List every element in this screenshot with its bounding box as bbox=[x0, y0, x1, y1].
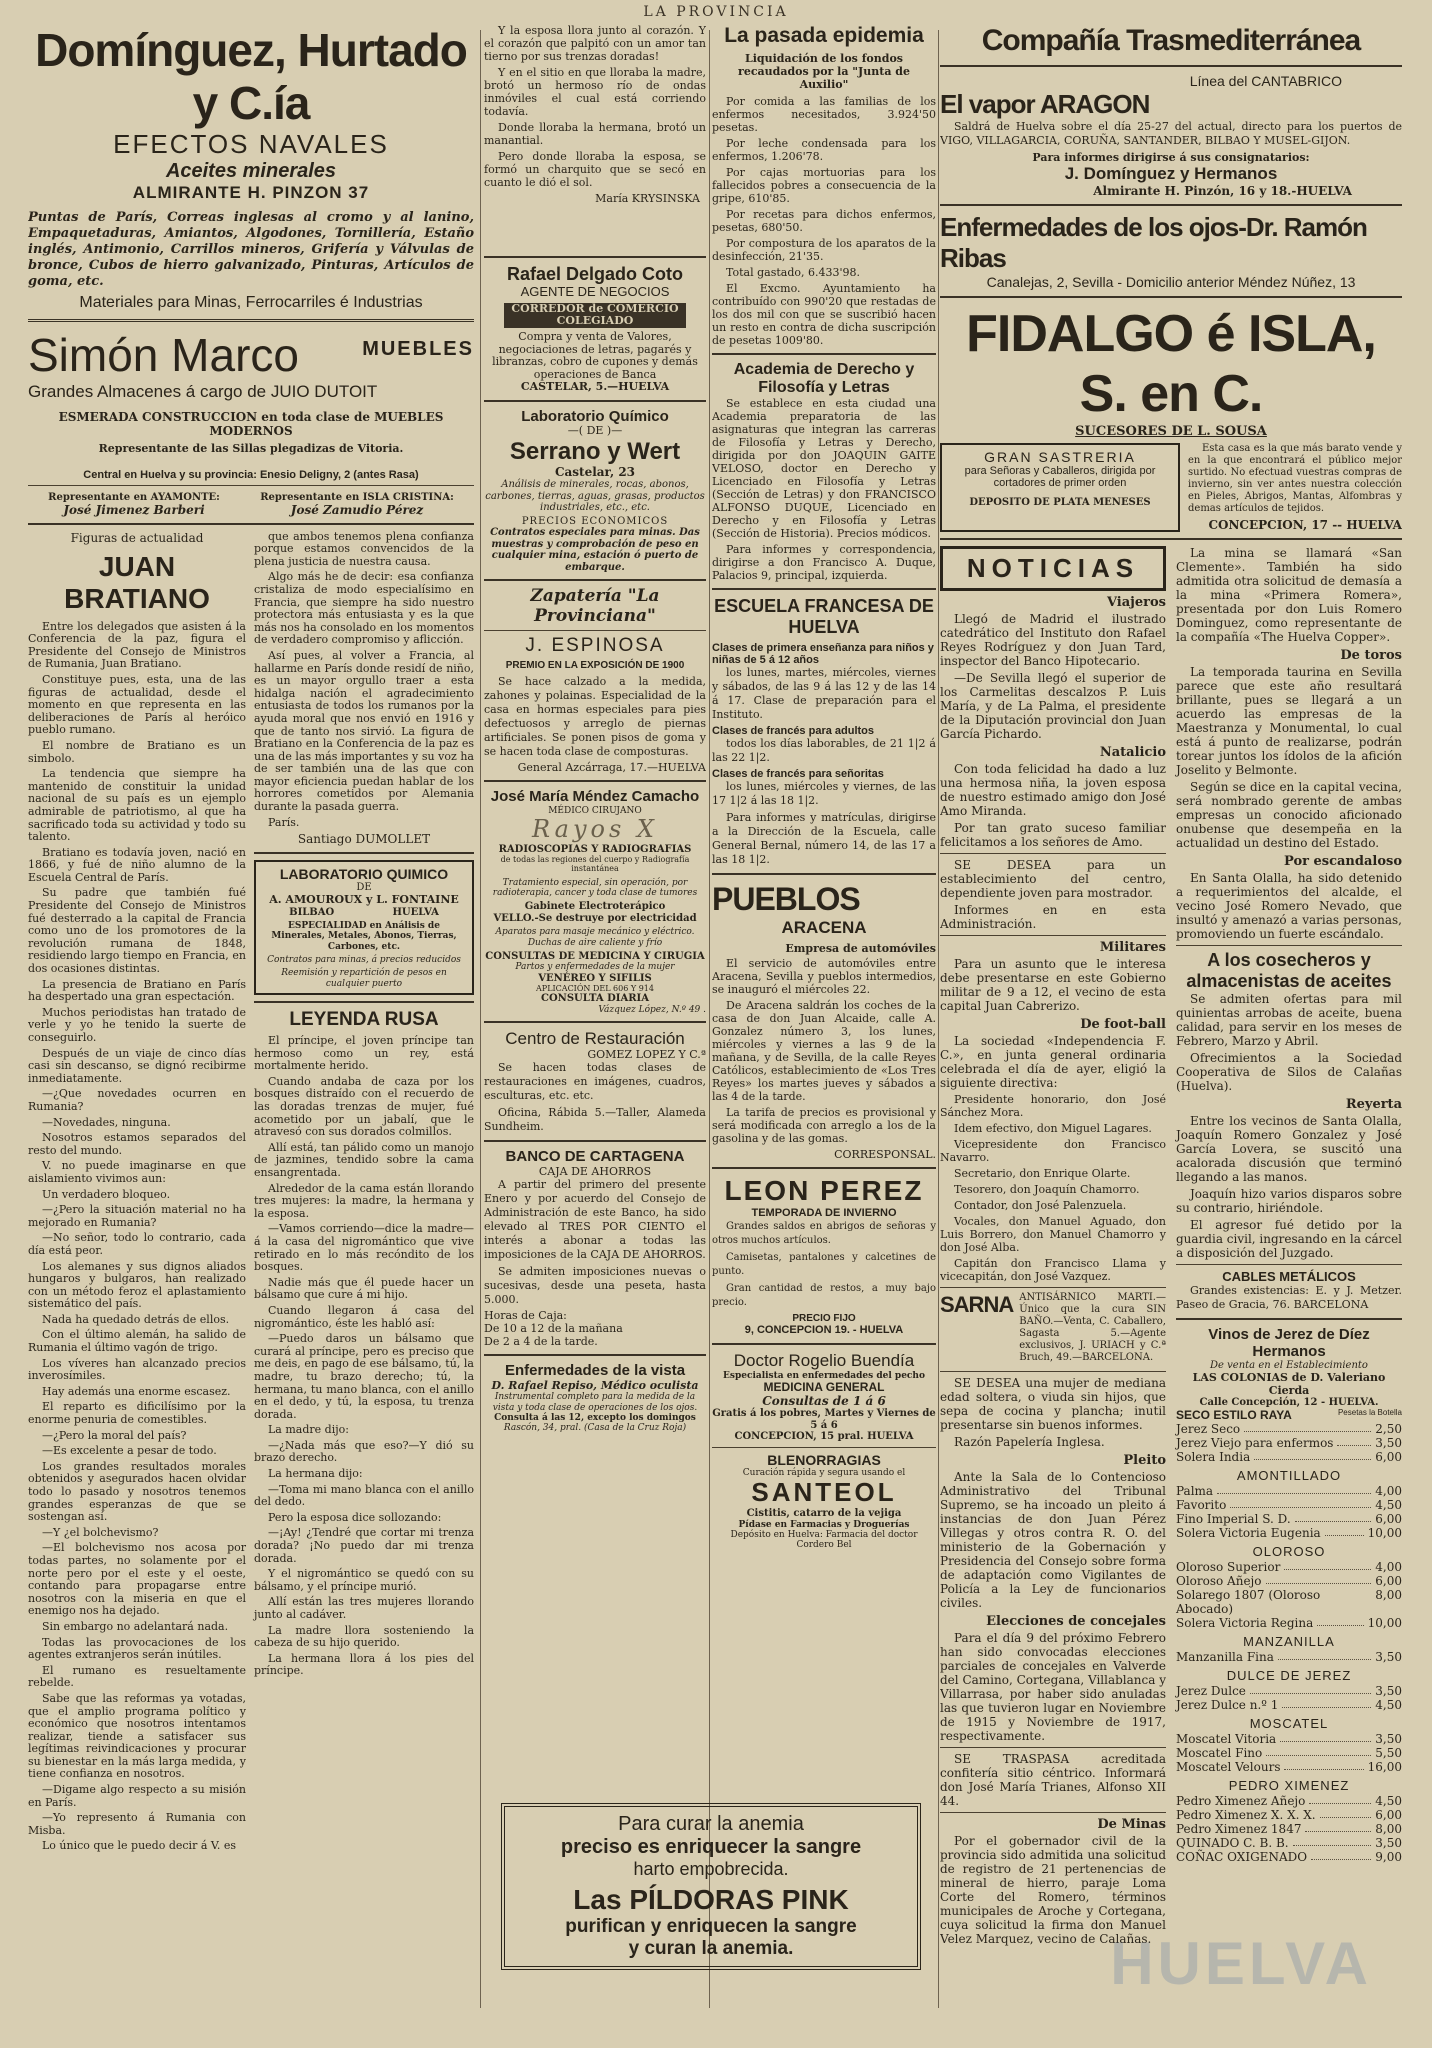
column-middle bbox=[712, 24, 936, 2018]
ad-leon-perez: LEON PEREZ TEMPORADA DE INVIERNO Grandes saldos en abrigos de señoras y otros muchos artículos. Camisetas, pantalones y calcetines de punto. Gran cantidad de restos, a muy bajo precio. PRECIO FIJO 9, CONCEPCION 19. - HUELVA bbox=[712, 1175, 936, 1337]
wine-price: 3,50 bbox=[1375, 1649, 1402, 1664]
wine-name: Moscatel Velours bbox=[1176, 1759, 1281, 1774]
article-paragraph: Total gastado, 6.433'98. bbox=[726, 266, 860, 279]
wine-price: 4,50 bbox=[1375, 1497, 1402, 1512]
article-body bbox=[254, 1035, 474, 1678]
price-row bbox=[1176, 1484, 1402, 1498]
price-row bbox=[1176, 1836, 1402, 1850]
article-paragraph: Algo más he de decir: esa confianza cristaliza de modo especialísimo en Francia, que siempre ha sido nuestro protectora más entusiasta y es la que más nos ha consolado en los momentos de verdadero compromiso y aflicción. bbox=[254, 570, 474, 647]
article-paragraph: Sabe que las reformas ya votadas, que el amplio programa político y económico que nosotros intentamos realizar, tiende a satisfacer sus legítimas reivindicaciones y procurar su bienestar en la más larga medida, y tiene confianza en nosotros. bbox=[28, 1691, 246, 1781]
article-paragraph: Entre los delegados que asisten á la Conferencia de la paz, figura el Presidente del Consejo de Ministros de Rumania, Juan Bratiano. bbox=[28, 619, 246, 671]
price-row bbox=[1176, 1850, 1402, 1864]
column-ads bbox=[484, 250, 706, 2018]
ad-escuela-francesa: ESCUELA FRANCESA DE HUELVA Clases de primera enseñanza para niños y niñas de 5 á 12 años los lunes, martes, miércoles, viernes y sábados, de las 9 á las 12 y de las 14 á 17. Clase de preparación para el Instituto. Clases de francés para adultos todos los días laborables, de 21 1|2 á las 22 1|2. Clases de francés para señoritas los lunes, miércoles y viernes, de las 17 1|2 á las 18 1|2. Para informes y matrículas, dirigirse a la Dirección de la Escuela, calle General Bernal, número 14, de las 17 a las 18 1|2. bbox=[712, 596, 936, 866]
price-row bbox=[1176, 1422, 1402, 1436]
article-paragraph: El nombre de Bratiano es un simbolo. bbox=[28, 738, 246, 765]
column-right bbox=[940, 24, 1402, 2018]
price-row bbox=[1176, 1560, 1402, 1574]
article-paragraph: El reparto es dificilísimo por la enorme penuria de comestibles. bbox=[28, 1400, 246, 1427]
wine-price: 8,00 bbox=[1375, 1821, 1402, 1836]
wine-name: Solera India bbox=[1176, 1449, 1251, 1464]
board-member: Vicepresidente don Francisco Navarro. bbox=[940, 1137, 1166, 1164]
wine-name: Pedro Ximenez 1847 bbox=[1176, 1821, 1302, 1836]
section-noticias: NOTICIAS Viajeros Llegó de Madrid el ilustrado catedrático del Instituto don Rafael Reyes Rodríguez y don Juan Tard, inspector del Banco Hipotecario. —De Sevilla llegó el superior de los Carmelitas descalzos P. Luis María, y de La Palma, el presidente de la Diputación provincial don Juan García Pichardo. Natalicio Con toda felicidad ha dado a luz una hermosa niña, la joven esposa de nuestro estimado amigo don José Amo Miranda. Por tan grato suceso familiar felicitamos a los señores de Amo. SE DESEA para un establecimiento del centro, dependiente joven para mostrador. Informes en en esta Administración. Militares Para un asunto que le interesa debe presentarse en este Gobierno militar de 9 a 12, el vecino de esta capital Juan Cabrerizo. De foot-ball La sociedad «Independencia F. C.», en junta general ordinaria celebrada el día de ayer, eligió la siguiente directiva: Presidente honorario, don José Sánchez Mora. Idem efectivo, don Miguel Lagares. Vicepresidente don Francisco Navarro. Secretario, don Enrique Olarte. Tesorero, don Joaquín Chamorro. Contador, don José Palenzuela. Vocales, don Manuel Aguado, don Luis Borrero, don Manuel Chamorro y don José Alba. Capitán don Francisco Llama y vicecapitán, don José Vazquez. SARNA ANTISÁRNICO MARTI.—Único que la cura SIN BAÑO.—Venta, C. Caballero, Sagasta 5.—Agente exclusivos, J. URIACH y C.ª Bruch, 49.—BARCELONA. SE DESEA una mujer de mediana edad soltera, o viuda sin hijos, que sepa de cocina y plancha; inutil presentarse sin buenos informes. Razón Papelería Inglesa. Pleito Ante la Sala de lo Contencioso Administrativo del Tribunal Supremo, se ha incoado un pleito á instancias de don Juan Pérez Villegas y otros contra R. O. del ministerio de la Gobernación y Presidencia del Consejo sobre forma de adaptación como Vigilantes de Policía a la Ley de funcionarios civiles. Elecciones de concejales Para el día 9 del próximo Febrero han sido convocadas elecciones parciales de concejales en Valverde del Camino, Cortegana, Villablanca y Villarrasa, por haber sido anuladas las que tuvieron lugar en Noviembre de 1915 y Noviembre de 1917, respectivamente. SE TRASPASA acreditada confitería sitio céntrico. Informará don José María Trianes, Alfonso XII 44. De Minas Por el gobernador civil de la provincia sido admitida una solicitud de registro de 21 pertenencias de mineral de hierro, paraje Loma Corte del Romero, términos municipales de Aroche y Cortegana, cuya solicitud la firma don Manuel Velez Marquez, vecino de Calañas. bbox=[940, 546, 1166, 1949]
board-member: Tesorero, don Joaquín Chamorro. bbox=[954, 1182, 1140, 1196]
board-member: Vocales, don Manuel Aguado, don Luis Borrero, don Manuel Chamorro y don José Alba. bbox=[940, 1214, 1166, 1254]
wine-price: 3,50 bbox=[1375, 1835, 1402, 1850]
poem-line: Y la esposa llora junto al corazón. Y el corazón que palpitó con un amor tan tierno por sus trenzas doradas! bbox=[484, 24, 706, 63]
ad-santeol: BLENORRAGIAS Curación rápida y segura usando el SANTEOL Cistitis, catarro de la vejiga Pídase en Farmacias y Droguerías Depósito en Huelva: Farmacia del doctor Cordero Bel bbox=[730, 1451, 918, 1551]
article-title: LEYENDA RUSA bbox=[289, 1009, 439, 1031]
wine-price: 9,00 bbox=[1375, 1849, 1402, 1864]
wine-price: 5,50 bbox=[1375, 1745, 1402, 1760]
article-paragraph: Constituye pues, esta, una de las figuras de actualidad, desde el momento en que representa en las deliberaciones de París al heróico pueblo rumano. bbox=[28, 672, 246, 737]
wine-price: 6,00 bbox=[1375, 1573, 1402, 1588]
article-paragraph: —¿Pero la situación material no ha mejorado en Rumania? bbox=[28, 1203, 246, 1229]
article-paragraph: Así pues, al volver a Francia, al hallarme en París donde residí de niño, es un mayor orgullo traer a esta hidalga nación el agradecimiento entusiasta de todos los rumanos por la ayuda moral que nos envió en 1916 y que de tanto nos sirvió. La figura de Bratiano en la Conferencia de la paz es una de las más importantes y su voz ha de ser también una de las que con mayor eficiencia puedan hablar de los horrores cometidos por Alemania durante la pasada guerra. bbox=[254, 648, 474, 814]
price-row bbox=[1176, 1436, 1402, 1450]
article-body bbox=[28, 621, 246, 1853]
article-paragraph: —Es excelente a pesar de todo. bbox=[42, 1444, 217, 1458]
article-paragraph: Todas las provocaciones de los agentes extranjeros serán inútiles. bbox=[28, 1635, 246, 1662]
price-row bbox=[1176, 1650, 1402, 1664]
article-paragraph: Los víveres han alcanzado precios inverosímiles. bbox=[28, 1356, 246, 1383]
wine-name: Pedro Ximenez X. X. X. bbox=[1176, 1807, 1316, 1822]
article-paragraph: V. no puede imaginarse en que aislamiento vivimos aun: bbox=[28, 1159, 246, 1185]
price-row bbox=[1176, 1512, 1402, 1526]
ad-academia-derecho: Academia de Derecho y Filosofía y Letras Se establece en esta ciudad una Academia preparatoria de las asignaturas que integran las carreras de Filosofía y Letras y Derecho, dirigida por don JOAQUIN GAITE VELOSO, doctor en Derecho y Licenciado en Filosofía y Letras (Sección de Letras) y don FRANCISCO ALFONSO DUQUE, Licenciado en Derecho y en Filosofía y Letras (Sección de Historia). Precios módicos. Para informes y correspondencia, dirigirse a don Francisco A. Duque, Palacios 9, principal, izquierda. bbox=[712, 361, 936, 582]
article-paragraph: La tendencia que siempre ha mantenido de constituir la unidad nacional de su país es un ejemplo admirable de patriotismo, al que ha sacrificado toda su actividad y todo su talento. bbox=[28, 767, 246, 844]
wine-name: Moscatel Fino bbox=[1176, 1745, 1263, 1760]
wine-name: Fino Imperial S. D. bbox=[1176, 1511, 1291, 1526]
ad-vapor-aragon: El vapor ARAGON Saldrá de Huelva sobre el día 25-27 del actual, directo para los puertos de VIGO, VILLAGARCIA, CORUÑA, SANTANDER, BILBAO Y MUSEL-GIJON. Para informes dirigirse á sus consignatarios: J. Domínguez y Hermanos Almirante H. Pinzón, 16 y 18.-HUELVA bbox=[940, 88, 1402, 198]
ad-zapateria: Zapatería "La Provinciana" J. ESPINOSA PREMIO EN LA EXPOSICIÓN DE 1900 Se hace calzado a la medida, zahones y polainas. Especialidad de la casa en hormas especiales para pies defectuosos y arreglo de piernas artificiales. Se ponen pisos de goma y se hacen toda clase de composturas. General Azcárraga, 17.—HUELVA bbox=[484, 586, 706, 774]
wine-name: Jerez Seco bbox=[1176, 1421, 1241, 1436]
price-row bbox=[1176, 1732, 1402, 1746]
wine-name: Solera Victoria Regina bbox=[1176, 1615, 1314, 1630]
article-paragraph: Allí está, tan pálido como un manojo de jazmines, tendido sobre la cama ensangrentada. bbox=[254, 1140, 474, 1179]
article-paragraph: De Aracena saldrán los coches de la casa de don Juan Alcaide, calle A. Gonzalez número 3, los lunes, miércoles y viernes a las 9 de la mañana, y de Sevilla, de la calle Reyes Católicos, establecimiento de «Los Tres Reyes» los martes jueves y sábados a las 4 de la tarde. bbox=[712, 999, 936, 1103]
price-row bbox=[1176, 1526, 1402, 1540]
article-leyenda-rusa bbox=[254, 1009, 474, 1678]
article-paragraph: El servicio de automóviles entre Aracena, Sevilla y pueblos intermedios, se inauguró el miércoles 22. bbox=[712, 957, 936, 996]
ad-rogelio-buendia: Doctor Rogelio Buendía Especialista en enfermedades del pecho MEDICINA GENERAL Consultas de 1 á 6 Gratis á los pobres, Martes y Viernes de 5 á 6 CONCEPCION, 15 pral. HUELVA bbox=[712, 1350, 936, 1443]
wine-price: 4,00 bbox=[1375, 1559, 1402, 1574]
article-paragraph: La hermana llora á los pies del príncipe. bbox=[254, 1651, 474, 1678]
ad-title: Domínguez, Hurtado y C.ía bbox=[35, 24, 467, 129]
watermark: HUELVA bbox=[1110, 1930, 1372, 1997]
article-paragraph: La presencia de Bratiano en París ha despertado una gran espectación. bbox=[28, 977, 246, 1004]
wine-name: Oloroso Superior bbox=[1176, 1559, 1281, 1574]
wine-price: 16,00 bbox=[1367, 1759, 1402, 1774]
wine-price: 6,00 bbox=[1375, 1449, 1402, 1464]
board-member: Secretario, don Enrique Olarte. bbox=[954, 1166, 1131, 1180]
article-paragraph: Muchos periodistas han tratado de verle y yo he tenido la suerte de conseguirlo. bbox=[28, 1005, 246, 1045]
wine-price: 4,50 bbox=[1375, 1793, 1402, 1808]
wine-price: 4,50 bbox=[1375, 1697, 1402, 1712]
ad-banco-cartagena: BANCO DE CARTAGENA CAJA DE AHORROS A partir del primero del presente Enero y por acuerdo del Consejo de Administración de este Banco, ha sido elevado al TRES POR CIENTO el interés a abonar a todas las imposiciones de la CAJA DE AHORROS. Se admiten imposiciones nuevas o sucesivas, desde una peseta, hasta 5.000. Horas de Caja: De 10 a 12 de la mañana De 2 a 4 de la tarde. bbox=[484, 1148, 706, 1348]
price-row bbox=[1176, 1588, 1402, 1616]
article-paragraph: —Yo represento á Rumania con Misba. bbox=[28, 1811, 246, 1837]
article-paragraph: Bratiano es todavía joven, nació en 1866, y fué de niño alumno de la Escuela Central de París. bbox=[28, 845, 246, 884]
ad-vinos-diez-hermanos: Vinos de Jerez de Díez Hermanos De venta en el Establecimiento LAS COLONIAS de D. Valeriano Cierda Calle Concepción, 12 - HUELVA. SECO ESTILO RAYA Pesetas la Botella Jerez Seco 2,50 Jerez Viejo para enfermos 3,50 Solera India 6,00 AMONTILLADO Palma 4,00 Favorito 4,50 Fino Imperial S. D. 6,00 Solera Victoria Eugenia 10,00 OLOROSO Oloroso Superior 4,00 Oloroso Añejo 6,00 Solarego 1807 (Oloroso Abocado) 8,00 Solera Victoria Regina 10,00 MANZANILLA Manzanilla Fina 3,50 DULCE DE JEREZ Jerez Dulce 3,50 Jerez Dulce n.º 1 4,50 MOSCATEL Moscatel Vitoria 3,50 Moscatel Fino 5,50 Moscatel Velours 16,00 PEDRO XIMENEZ Pedro Ximenez Añejo 4,50 Pedro Ximenez X. X. X. 6,00 Pedro Ximenez 1847 8,00 QUINADO C. B. B. 3,50 COÑAC OXIGENADO 9,00 bbox=[1176, 1325, 1402, 1864]
article-paragraph: Los alemanes y sus dignos aliados hungaros y bulgaros, han realizado con un método feroz el aplastamiento sistemático del país. bbox=[28, 1259, 246, 1311]
board-member: Contador, don José Palenzuela. bbox=[954, 1198, 1127, 1212]
article-paragraph: —¿Pero la moral del país? bbox=[42, 1428, 187, 1442]
ad-compania-trasmediterranea: Compañía Trasmediterránea Línea del CANTABRICO bbox=[940, 24, 1402, 89]
price-row bbox=[1176, 1450, 1402, 1464]
price-row bbox=[1176, 1684, 1402, 1698]
article-paragraph: La madre dijo: bbox=[268, 1423, 349, 1437]
wine-name: Oloroso Añejo bbox=[1176, 1573, 1262, 1588]
article-paragraph: Un verdadero bloqueo. bbox=[42, 1187, 171, 1201]
article-paragraph: París. bbox=[268, 815, 300, 829]
article-paragraph: Por comida a las familias de los enfermos necesitados, 3.924'50 pesetas. bbox=[712, 95, 936, 134]
article-paragraph: Alrededor de la cama están llorando tres mujeres: la madre, la hermana y la esposa. bbox=[254, 1181, 474, 1220]
price-row bbox=[1176, 1794, 1402, 1808]
price-row bbox=[1176, 1574, 1402, 1588]
article-paragraph: —¿Que novedades ocurren en Rumania? bbox=[28, 1087, 246, 1113]
wine-name: Jerez Dulce bbox=[1176, 1683, 1246, 1698]
article-paragraph: —Puedo daros un bálsamo que curará al príncipe, pero es preciso que me deis, en pago de ese bálsamo, tú, la madre, tu brazo derecho; tú, la hermana, tu mano blanca, con el anillo en el dedo, y tú, la esposa, tu trenza dorada. bbox=[254, 1332, 474, 1421]
board-member: Presidente honorario, don José Sánchez Mora. bbox=[940, 1092, 1166, 1119]
article-paragraph: Por recetas para dichos enfermos, pesetas, 680'50. bbox=[712, 208, 936, 234]
article-paragraph: Para informes y correspondencia, dirigirse a don Francisco A. Duque, Palacios 9, principal, izquierda. bbox=[712, 543, 936, 582]
board-member: Idem efectivo, don Miguel Lagares. bbox=[954, 1121, 1152, 1135]
ad-pildoras-pink: Para curar la anemia preciso es enriquecer la sangre harto empobrecida. Las PÍLDORAS PINK purifican y enriquecen la sangre y curan la anemia. bbox=[495, 1795, 927, 1970]
article-paragraph: Por cajas mortuorias para los fallecidos pobres a consecuencia de la gripe, 610'85. bbox=[712, 166, 936, 205]
article-paragraph: Nosotros estamos separados del resto del mundo. bbox=[28, 1131, 246, 1157]
wine-name: QUINADO C. B. B. bbox=[1176, 1835, 1289, 1850]
article-paragraph: Después de un viaje de cinco días casi sin descanso, se dignó recibirme inmediatamente. bbox=[28, 1046, 246, 1085]
article-paragraph: —Toma mi mano blanca con el anillo del dedo. bbox=[254, 1482, 474, 1509]
wine-name: Jerez Viejo para enfermos bbox=[1176, 1435, 1334, 1450]
ad-laboratorio-amouroux: LABORATORIO QUIMICO DE A. AMOUROUX y L. FONTAINE BILBAO HUELVA ESPECIALIDAD en Análisis de Minerales, Metales, Abonos, Tierras, Carbones, etc. Contratos para minas, á precios reducidos Reemisión y repartición de pesos en cualquier puerto bbox=[254, 860, 474, 995]
wine-price: 2,50 bbox=[1375, 1421, 1402, 1436]
article-title: JUAN BRATIANO bbox=[64, 550, 210, 614]
price-row bbox=[1176, 1760, 1402, 1774]
article-paragraph: que ambos tenemos plena confianza porque estamos convencidos de la plena justicia de nuestra causa. bbox=[254, 529, 474, 568]
ad-mendez-camacho: José María Méndez Camacho MÉDICO CIRUJANO Rayos X RADIOSCOPIAS Y RADIOGRAFIAS de todas las regiones del cuerpo y Radiografía instantánea Tratamiento especial, sin operación, por radioterapia, cancer y toda clase de tumores Gabinete Electroterápico VELLO.-Se destruye por electricidad Aparatos para masaje mecánico y eléctrico. Duchas de aire caliente y frío CONSULTAS DE MEDICINA Y CIRUGIA Partos y enfermedades de la mujer VENÉREO Y SIFILIS APLICACIÓN DEL 606 Y 914 CONSULTA DIARIA Vázquez López, N.º 49 . bbox=[485, 788, 706, 1015]
article-paragraph: Allí están las tres mujeres llorando junto al cadáver. bbox=[254, 1595, 474, 1621]
article-paragraph: Por leche condensada para los enfermos, 1.206'78. bbox=[712, 137, 936, 163]
wine-name: Manzanilla Fina bbox=[1176, 1649, 1274, 1664]
wine-price: 3,50 bbox=[1375, 1731, 1402, 1746]
article-paragraph: Nada ha quedado detrás de ellos. bbox=[42, 1312, 230, 1326]
wine-name: Solarego 1807 (Oloroso Abocado) bbox=[1176, 1587, 1321, 1616]
wine-name: Pedro Ximenez Añejo bbox=[1176, 1793, 1306, 1808]
article-paragraph: El rumano es resueltamente rebelde. bbox=[28, 1663, 246, 1690]
article-pasada-epidemia: La pasada epidemia Liquidación de los fondos recaudados por la "Junta de Auxilio" Por comida a las familias de los enfermos necesitados, 3.924'50 pesetas. Por leche condensada para los enfermos, 1.206'78. Por cajas mortuorias para los fallecidos pobres a consecuencia de la gripe, 610'85. Por recetas para dichos enfermos, pesetas, 680'50. Por compostura de los aparatos de la desinfección, 21'35. Total gastado, 6.433'98. El Excmo. Ayuntamiento ha contribuído con 990'20 que restadas de los dos mil con que se suscribió hacen un resto en contra de dicha suscripción de pesetas 1009'80. bbox=[712, 24, 936, 347]
ad-dr-ramon-ribas: Enfermedades de los ojos-Dr. Ramón Ribas Canalejas, 2, Sevilla - Domicilio anterior Méndez Núñez, 13 bbox=[940, 211, 1367, 290]
article-paragraph: Por compostura de los aparatos de la desinfección, 21'35. bbox=[712, 237, 936, 263]
ad-name: Simón Marco bbox=[28, 328, 299, 381]
article-paragraph: —Y ¿el bolchevismo? bbox=[42, 1525, 159, 1539]
article-paragraph: Con el último alemán, ha salido de Rumania el último vagón de trigo. bbox=[28, 1328, 246, 1355]
column-left-right-half: que ambos tenemos plena confianza porque estamos convencidos de la plena justicia de nuestra causa. Algo más he de decir: esa confianza cristaliza de modo especialísimo en Francia, que siempre ha sido nuestro protectora más entusiasta y es la que más nos ha consolado en los momentos de verdadero compromiso y aflicción. Así pues, al volver a Francia, al hallarme en París donde residí de niño, es un mayor orgullo traer a esta hidalga nación el agradecimiento entusiasta de todos los rumanos por la ayuda moral que nos envió en 1916 y que de tanto nos sirvió. La figura de Bratiano en la Conferencia de la paz es una de las más importantes y su voz ha de ser también una de las que con mayor eficiencia puedan hablar de los horrores cometidos por Alemania durante la pasada guerra. París. Santiago DUMOLLET LABORATORIO QUIMICO DE A. AMOUROUX y L. FONTAINE BILBAO HUELVA ESPECIALIDAD en Análisis de Minerales, Metales, Abonos, Tierras, Carbones, etc. Contratos para minas, á precios reducidos Reemisión y repartición de pesos en cualquier puerto LEYENDA RUSA El príncipe, el joven príncipe tan hermoso como un rey, está mortalmente herido. Cuando andaba de caza por los bosques distraído con el recuerdo de las doradas trenzas de mujer, fué acometido por un jabalí, que le atravesó con sus dorados colmillos. Allí está, tan pálido como un manojo de jazmines, tendido sobre la cama ensangrentada. Alrededor de la cama están llorando tres mujeres: la madre, la hermana y la esposa. —Vamos corriendo—dice la madre—á la casa del nigromántico que vive retirado en lo más recóndito de los bosques. Nadie más que él puede hacer un bálsamo que cure á mi hijo. Cuando llegaron á casa del nigromántico, éste les habló así: —Puedo daros un bálsamo que curará al príncipe, pero es preciso que me deis, en pago de ese bálsamo, tú, la madre, tu brazo derecho; tú, la hermana, tu mano blanca, con el anillo en el dedo, y tú, la esposa, tu trenza dorada. La madre dijo: —¿Nada más que eso?—Y dió su brazo derecho. La hermana dijo: —Toma mi mano blanca con el anillo del dedo. Pero la esposa dice sollozando: —¡Ay! ¿Tendré que cortar mi trenza dorada? ¡No puedo dar mi trenza dorada. Y el nigromántico se quedó con su bálsamo, y el príncipe murió. Allí están las tres mujeres llorando junto al cadáver. La madre llora sosteniendo la cabeza de su hijo querido. La hermana llora á los pies del príncipe. bbox=[254, 529, 474, 1678]
wine-price: 3,50 bbox=[1375, 1683, 1402, 1698]
article-paragraph: El príncipe, el joven príncipe tan hermoso como un rey, está mortalmente herido. bbox=[254, 1034, 474, 1073]
article-paragraph: —¿Nada más que eso?—Y dió su brazo derecho. bbox=[254, 1438, 474, 1465]
column-right-news: La mina se llamará «San Clemente». También ha sido admitida otra solicitud de demasía a la mina «Primera Romera», presentada por don Luis Romero Dominguez, como representante de la compañía «The Huelva Copper». De toros La temporada taurina en Sevilla parece que este año resultará brillante, pues se llegará a un acuerdo las empresas de la Maestranza y Monumental, lo cual está á punto de realizarse, podrán torear juntos los ídolos de la afición Joselito y Belmonte. Según se dice en la capital vecina, será nombrado gerente de ambas empresas un conocido aficionado onubense que desempeña en la actualidad un destino del Estado. Por escandaloso En Santa Olalla, ha sido detenido a requerimientos del alcalde, el vecino José Romero Nevado, que insultó y amenazó a varias personas, promoviendo un fuerte escándalo. A los cosecheros y almacenistas de aceites Se admiten ofertas para mil quinientas arrobas de aceite, buena calidad, para servir en los meses de Febrero, Marzo y Abril. Ofrecimientos a la Sociedad Cooperativa de Silos de Calañas (Huelva). Reyerta Entre los vecinos de Santa Olalla, Joaquín Romero Gonzalez y José García Lovera, se suscitó una acalorada discusión que terminó llegando a las manos. Joaquín hizo varios disparos sobre su contrario, hiriéndole. El agresor fué detido por la guardia civil, ingresando en la cárcel a disposición del Juzgado. CABLES METÁLICOS Grandes existencias: E. y J. Metzer. Paseo de Gracia, 76. BARCELONA Vinos de Jerez de Díez Hermanos De venta en el Establecimiento LAS COLONIAS de D. Valeriano Cierda Calle Concepción, 12 - HUELVA. SECO ESTILO RAYA Pesetas la Botella Jerez Seco 2,50 Jerez Viejo para enfermos 3,50 Solera India 6,00 AMONTILLADO Palma 4,00 Favorito 4,50 Fino Imperial S. D. 6,00 Solera Victoria Eugenia 10,00 OLOROSO Oloroso Superior 4,00 Oloroso Añejo 6,00 Solarego 1807 (Oloroso Abocado) 8,00 Solera Victoria Regina 10,00 MANZANILLA Manzanilla Fina 3,50 DULCE DE JEREZ Jerez Dulce 3,50 Jerez Dulce n.º 1 4,50 MOSCATEL Moscatel Vitoria 3,50 Moscatel Fino 5,50 Moscatel Velours 16,00 PEDRO XIMENEZ Pedro Ximenez Añejo 4,50 Pedro Ximenez X. X. X. 6,00 Pedro Ximenez 1847 8,00 QUINADO C. B. B. 3,50 COÑAC OXIGENADO 9,00 bbox=[1176, 545, 1402, 1864]
article-paragraph: El Excmo. Ayuntamiento ha contribuído con 990'20 que restadas de los dos mil con que se suscribió hacen un resto en contra de dicha suscripción de pesetas 1009'80. bbox=[712, 282, 936, 347]
column-left bbox=[28, 24, 474, 2018]
ad-rafael-delgado-coto: Rafael Delgado Coto AGENTE DE NEGOCIOS CORREDOR de COMERCIO COLEGIADO Compra y venta de Valores, negociaciones de letras, pagarés y libranzas, cobro de cupones y demás operaciones de Banca CASTELAR, 5.—HUELVA bbox=[492, 264, 698, 394]
wine-price: 6,00 bbox=[1375, 1511, 1402, 1526]
article-continuation bbox=[254, 531, 474, 830]
article-paragraph: La madre llora sosteniendo la cabeza de su hijo querido. bbox=[254, 1623, 474, 1650]
wine-name: COÑAC OXIGENADO bbox=[1176, 1849, 1308, 1864]
article-paragraph: Cuando andaba de caza por los bosques distraído con el recuerdo de las doradas trenzas de mujer, fué acometido por un jabalí, que le atravesó con sus dorados colmillos. bbox=[254, 1074, 474, 1139]
column-poem-end: Y la esposa llora junto al corazón. Y el corazón que palpitó con un amor tan tierno por sus trenzas doradas! Y en el sitio en que lloraba la madre, brotó un hermoso río de ondas inmóviles el cual está corriendo todavía. Donde lloraba la hermana, brotó un manantial. Pero donde lloraba la esposa, se formó un charquito que se secó en cuanto le dió el sol. María KRYSINSKA bbox=[484, 24, 706, 205]
section-pueblos: PUEBLOS ARACENA Empresa de automóviles El servicio de automóviles entre Aracena, Sevilla y pueblos intermedios, se inauguró el miércoles 22. De Aracena saldrán los coches de la casa de don Juan Alcaide, calle A. Gonzalez número 3, los lunes, miércoles y viernes a las 9 de la mañana, y de Sevilla, de la calle Reyes Católicos, establecimiento de «Los Tres Reyes» los martes jueves y sábados a las 4 de la tarde. La tarifa de precios es provisional y será modificada con arreglo a los de la gasolina y de las gomas. CORRESPONSAL. bbox=[712, 881, 936, 1161]
price-row bbox=[1176, 1498, 1402, 1512]
price-row bbox=[1176, 1808, 1402, 1822]
price-row bbox=[1176, 1822, 1402, 1836]
article-paragraph: —Novedades, ninguna. bbox=[42, 1115, 171, 1129]
article-paragraph: Cuando llegaron á casa del nigromántico, éste les habló así: bbox=[254, 1303, 474, 1330]
ad-restauracion: Centro de Restauración GOMEZ LOPEZ Y C.ª Se hacen todas clases de restauraciones en imágenes, cuadros, esculturas, etc. etc. Oficina, Rábida 5.—Taller, Alameda Sundheim. bbox=[484, 1029, 706, 1134]
wine-price: 10,00 bbox=[1367, 1525, 1402, 1540]
article-paragraph: —Vamos corriendo—dice la madre—á la casa del nigromántico que vive retirado en lo más recóndito de los bosques. bbox=[254, 1222, 474, 1274]
article-paragraph: Y el nigromántico se quedó con su bálsamo, y el príncipe murió. bbox=[254, 1567, 474, 1593]
article-paragraph: —Digame algo respecto a su misión en París. bbox=[28, 1783, 246, 1809]
wine-price: 10,00 bbox=[1367, 1615, 1402, 1630]
running-title: LA PROVINCIA bbox=[643, 4, 789, 20]
ad-serrano-wert: Laboratorio Químico —( DE )— Serrano y Wert Castelar, 23 Análisis de minerales, rocas, abonos, carbones, tierras, aguas, grasas, productos industriales, etc., etc. PRECIOS ECONOMICOS Contratos especiales para minas. Das muestras y comprobación de peso en cualquier mina, estación ó puerto de embarque. bbox=[485, 408, 705, 573]
article-paragraph: Nadie más que él puede hacer un bálsamo que cure á mi hijo. bbox=[254, 1275, 474, 1302]
article-paragraph: Se establece en esta ciudad una Academia preparatoria de las asignaturas que integran las carreras de Filosofía y Letras y Derecho, dirigida por don JOAQUIN GAITE VELOSO, doctor en Derecho y Licenciado en Filosofía y Letras (Sección de Letras) y don FRANCISCO ALFONSO DUQUE, Licenciado en Derecho y en Filosofía y Letras (Sección de Historia). Precios módicos. bbox=[712, 397, 936, 540]
poem-line: Donde lloraba la hermana, brotó un manantial. bbox=[484, 121, 706, 147]
ad-sarna: SARNA ANTISÁRNICO MARTI.—Único que la cura SIN BAÑO.—Venta, C. Caballero, Sagasta 5.—Agente exclusivos, J. URIACH y C.ª Bruch, 49.—BARCELONA. bbox=[940, 1291, 1166, 1363]
price-row bbox=[1176, 1616, 1402, 1630]
wine-name: Favorito bbox=[1176, 1497, 1227, 1512]
wine-price: 6,00 bbox=[1375, 1807, 1402, 1822]
ad-dominguez-hurtado: Domínguez, Hurtado y C.ía EFECTOS NAVALES Aceites minerales ALMIRANTE H. PINZON 37 Puntas de París, Correas inglesas al cromo y al lanino, Empaquetaduras, Amiantos, Algodones, Tornillería, Estaño inglés, Antimonio, Carrillos mineros, Grifería y Válvulas de bronce, Cubos de hierro galvanizado, Pinturas, Artículos de goma, etc. Materiales para Minas, Ferrocarriles é Industrias bbox=[28, 24, 474, 312]
poem-line: Y en el sitio en que lloraba la madre, brotó un hermoso río de ondas inmóviles el cual está corriendo todavía. bbox=[484, 66, 706, 118]
article-paragraph: —El bolchevismo nos acosa por todas partes, no solamente por el norte pero por el este y el oeste, contando para propagarse entre nosotros con la miseria en que el enemigo nos ha dejado. bbox=[28, 1541, 246, 1618]
article-paragraph: La hermana dijo: bbox=[268, 1467, 363, 1481]
wine-price: 4,00 bbox=[1375, 1483, 1402, 1498]
wine-name: Jerez Dulce n.º 1 bbox=[1176, 1697, 1279, 1712]
article-paragraph: —¡Ay! ¿Tendré que cortar mi trenza dorada? ¡No puedo dar mi trenza dorada. bbox=[254, 1526, 474, 1565]
article-paragraph: Pero la esposa dice sollozando: bbox=[268, 1510, 442, 1524]
article-paragraph: Sin embargo no adelantará nada. bbox=[42, 1619, 229, 1633]
wine-name: Solera Victoria Eugenia bbox=[1176, 1525, 1321, 1540]
article-paragraph: —No señor, todo lo contrario, cada día está peor. bbox=[28, 1231, 246, 1257]
article-paragraph: Su padre que también fué Presidente del Consejo de Ministros fué desterrado a la capital de Francia como uno de los promotores de la revolución rumana de 1848, residiendo largo tiempo en Francia, en dos ocasiones distintas. bbox=[28, 886, 246, 976]
wine-price: 8,00 bbox=[1375, 1587, 1402, 1602]
section-title: NOTICIAS bbox=[940, 546, 1166, 591]
poem-line: Pero donde lloraba la esposa, se formó un charquito que se secó en cuanto le dió el sol. bbox=[484, 150, 706, 189]
ad-enfermedades-vista: Enfermedades de la vista D. Rafael Repiso, Médico oculista Instrumental completo para la medida de la vista y toda clase de operaciones de los ojos. Consulta á las 12, excepto los domingos Rascón, 34, pral. (Casa de la Cruz Roja) bbox=[491, 1362, 699, 1434]
wine-name: Palma bbox=[1176, 1483, 1214, 1498]
wine-name: Moscatel Vitoria bbox=[1176, 1731, 1277, 1746]
article-paragraph: Hay además una enorme escasez. bbox=[42, 1384, 231, 1398]
article-bratiano: Figuras de actualidad JUAN BRATIANO Entre los delegados que asisten á la Conferencia de la paz, figura el Presidente del Consejo de Ministros de Rumania, Juan Bratiano. Constituye pues, esta, una de las figuras de actualidad, desde el momento en que representa en las deliberaciones de París al heróico pueblo rumano. El nombre de Bratiano es un simbolo. La tendencia que siempre ha mantenido de constituir la unidad nacional de su país es un ejemplo admirable de patriotismo, al que ha sacrificado toda su actividad y todo su talento. Bratiano es todavía joven, nació en 1866, y fué de niño alumno de la Escuela Central de París. Su padre que también fué Presidente del Consejo de Ministros fué desterrado a la capital de Francia como uno de los promotores de la revolución rumana de 1848, residiendo largo tiempo en Francia, en dos ocasiones distintas. La presencia de Bratiano en París ha despertado una gran espectación. Muchos periodistas han tratado de verle y yo he tenido la suerte de conseguirlo. Después de un viaje de cinco días casi sin descanso, se dignó recibirme inmediatamente. —¿Que novedades ocurren en Rumania? —Novedades, ninguna. Nosotros estamos separados del resto del mundo. V. no puede imaginarse en que aislamiento vivimos aun: Un verdadero bloqueo. —¿Pero la situación material no ha mejorado en Rumania? —No señor, todo lo contrario, cada día está peor. Los alemanes y sus dignos aliados hungaros y bulgaros, han realizado con un método feroz el aplastamiento sistemático del país. Nada ha quedado detrás de ellos. Con el último alemán, ha salido de Rumania el último vagón de trigo. Los víveres han alcanzado precios inverosímiles. Hay además una enorme escasez. El reparto es dificilísimo por la enorme penuria de comestibles. —¿Pero la moral del país? —Es excelente a pesar de todo. Los grandes resultados morales obtenidos y asegurados hacen olvidar todo lo pasado y nosotros tenemos grandes esperanzas de que se sostengan así. —Y ¿el bolchevismo? —El bolchevismo nos acosa por todas partes, no solamente por el norte pero por el este y el oeste, contando para propagarse entre nosotros con la miseria en que el enemigo nos ha dejado. Sin embargo no adelantará nada. Todas las provocaciones de los agentes extranjeros serán inútiles. El rumano es resueltamente rebelde. Sabe que las reformas ya votadas, que el amplio programa político y económico que nosotros intentamos realizar, tiende a satisfacer sus legítimas reivindicaciones y procurar su bienestar en la más larga medida, y tiene confianza en nosotros. —Digame algo respecto a su misión en París. —Yo represento á Rumania con Misba. Lo único que le puedo decir á V. es bbox=[28, 530, 246, 1853]
ad-fidalgo-isla: FIDALGO é ISLA, S. en C. SUCESORES DE L. SOUSA GRAN SASTRERIA para Señoras y Caballeros, dirigida por cortadores de primer orden DEPOSITO DE PLATA MENESES Esta casa es la que más barato vende y en la que encontrará el público mejor surtido. No efectuad vuestras compras de invierno, sin ver antes nuestra colección en Pieles, Abrigos, Mantas, Alfombras y demas artículos de tejidos. CONCEPCION, 17 -- HUELVA bbox=[940, 304, 1402, 532]
price-row bbox=[1176, 1698, 1402, 1712]
ad-simon-marco: Simón Marco MUEBLES Grandes Almacenes á cargo de JUIO DUTOIT ESMERADA CONSTRUCCION en toda clase de MUEBLES MODERNOS Representante de las Sillas plegadizas de Vitoria. Central en Huelva y su provincia: Enesio Deligny, 2 (antes Rasa) Representante en AYAMONTE: José Jimenez Barberi Representante en ISLA CRISTINA: José Zamudio Pérez bbox=[28, 328, 474, 517]
article-paragraph: Lo único que le puedo decir á V. es bbox=[42, 1839, 237, 1853]
article-title: La pasada epidemia bbox=[724, 24, 924, 47]
article-paragraph: La tarifa de precios es provisional y será modificada con arreglo a los de la gasolina y de las gomas. bbox=[712, 1106, 936, 1145]
price-row bbox=[1176, 1746, 1402, 1760]
wine-price: 3,50 bbox=[1375, 1435, 1402, 1450]
article-paragraph: Los grandes resultados morales obtenidos y asegurados hacen olvidar todo lo pasado y nosotros tenemos grandes esperanzas de que se sostengan así. bbox=[28, 1459, 246, 1524]
board-member: Capitán don Francisco Llama y vicecapitán, don José Vazquez. bbox=[940, 1256, 1166, 1283]
